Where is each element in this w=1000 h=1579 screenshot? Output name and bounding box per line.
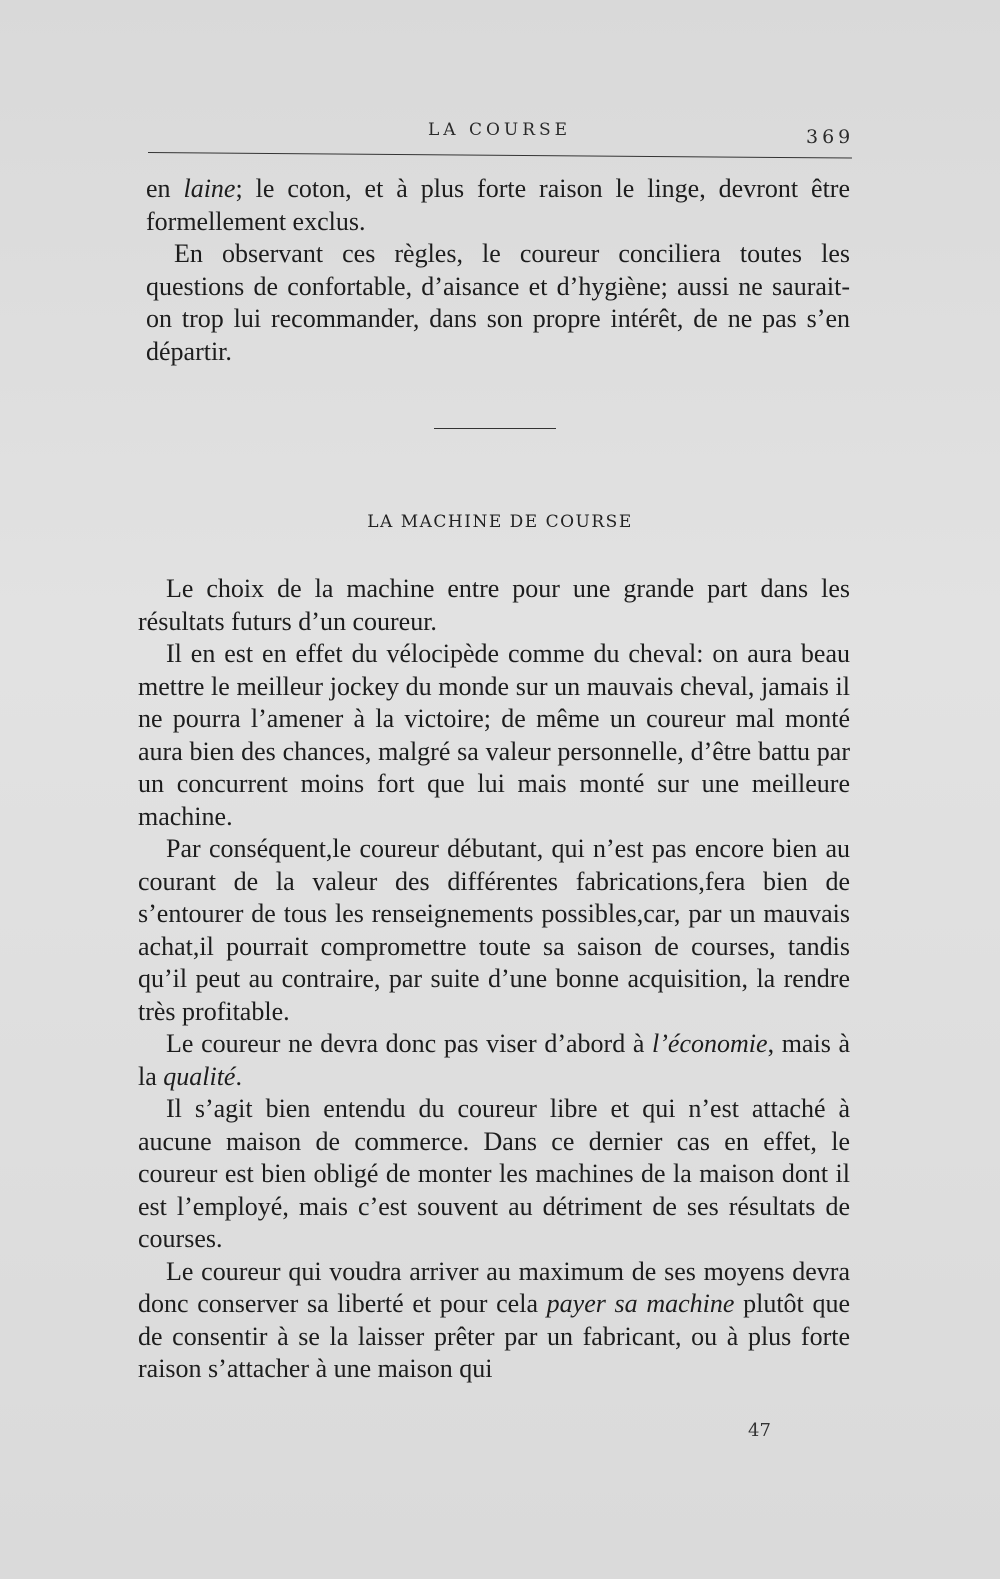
section-separator: [434, 428, 556, 429]
paragraph: [138, 1256, 850, 1386]
text-span: ; le coton, et à plus forte raison le linge, devront être formellement exclus.: [146, 174, 850, 236]
header-rule: [148, 152, 852, 159]
text-span: en: [146, 174, 184, 203]
italic-text: qualité: [163, 1061, 236, 1091]
signature-mark: 47: [748, 1420, 771, 1441]
paragraph: Il s’agit bien entendu du coureur libre et qui n’est attaché à aucune maison de commerce. Dans ce dernier cas en effet, le coureur est bien obligé de monter les machines de la maison dont il est l’employé, mais c’est souvent au détriment de ses résultats de courses.: [138, 1094, 850, 1253]
italic-text: payer sa machine: [546, 1289, 735, 1318]
running-header: LA COURSE: [428, 120, 572, 140]
text-span: .: [235, 1061, 242, 1091]
section-title: LA MACHINE DE COURSE: [367, 512, 633, 532]
text-span: Le coureur ne devra donc pas viser d’abord à: [166, 1029, 653, 1058]
italic-text: laine: [183, 174, 236, 203]
paragraph: Le choix de la machine entre pour une grande part dans les résultats futurs d’un coureur.: [138, 574, 850, 636]
paragraph: Il en est en effet du vélocipède comme du cheval: on aura beau mettre le meilleur jockey du monde sur un mauvais cheval, jamais il ne pourra l’amener à la victoire; de même un coureur mal monté aura bien des chances, malgré sa valeur personnelle, d’être battu par un concurrent moins fort que lui mais monté sur une meilleure machine.: [138, 639, 850, 831]
text-span: , mais à la: [138, 1029, 850, 1091]
text-block-machine: [138, 573, 850, 1386]
paragraph: Par conséquent,le coureur débutant, qui n’est pas encore bien au courant de la valeur des différentes fabrications,fera bien de s’entourer de tous les renseignements possibles,car, par un mauvais achat,il pourrait compromettre toute sa saison de courses, tandis qu’il peut au contraire, par suite d’une bonne acquisition, la rendre très profitable.: [138, 834, 850, 1026]
text-span: plutôt que de consentir à se la laisser prêter par un fabricant, ou à plus forte raison s’attacher à une maison qui: [138, 1289, 850, 1383]
text-block-intro: [146, 173, 850, 368]
paragraph: En observant ces règles, le coureur conciliera toutes les questions de confortable, d’aisance et d’hygiène; aussi ne saurait-on trop lui recommander, dans son propre intérêt, de ne pas s’en départir.: [146, 239, 850, 366]
text-span: Le coureur qui voudra arriver au maximum de ses moyens devra donc conserver sa liberté et pour cela: [138, 1256, 850, 1318]
paragraph: [146, 173, 850, 238]
italic-text: l’économie: [652, 1029, 768, 1058]
page-number: 369: [806, 126, 855, 148]
paragraph: [138, 1028, 850, 1093]
